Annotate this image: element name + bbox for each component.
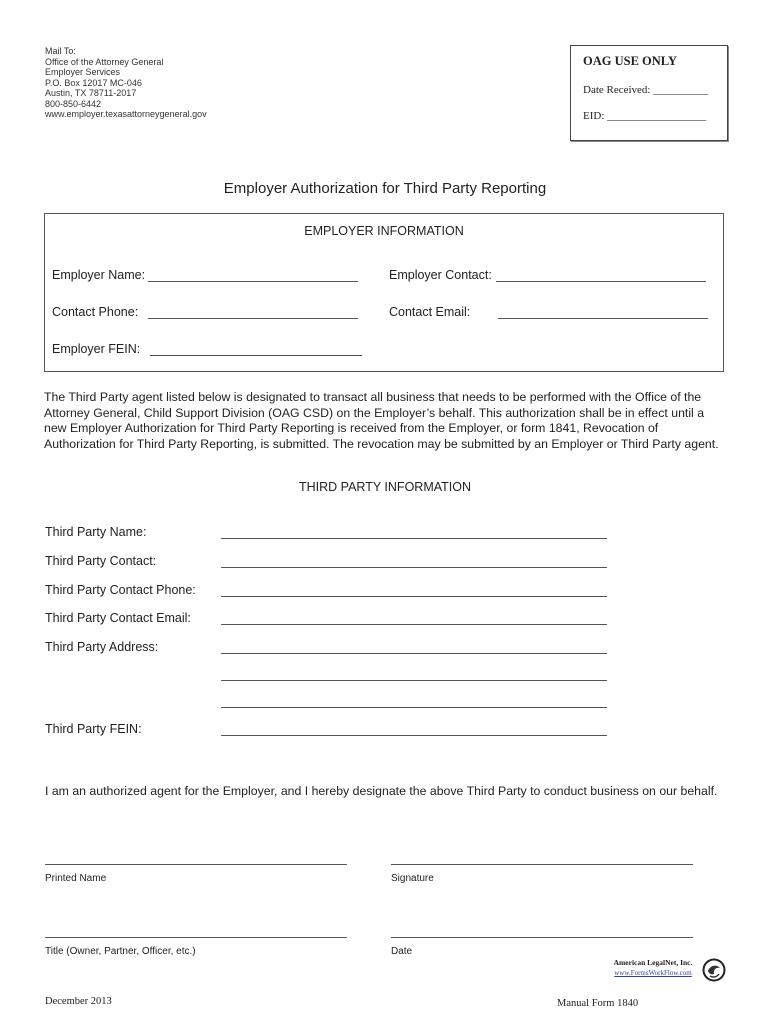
third-party-name-field[interactable] — [221, 538, 607, 539]
contact-email-label: Contact Email: — [389, 305, 471, 319]
third-party-phone-field[interactable] — [221, 596, 607, 597]
printed-name-label: Printed Name — [45, 873, 107, 884]
oag-use-only-box — [570, 45, 728, 141]
date-received-field[interactable]: Date Received: __________ — [583, 84, 709, 96]
third-party-phone-label: Third Party Contact Phone: — [45, 583, 196, 597]
employer-name-field[interactable] — [148, 281, 358, 282]
logo-url[interactable]: www.FormsWorkFlow.com — [614, 969, 692, 977]
employer-information-box — [44, 213, 724, 372]
third-party-address-label: Third Party Address: — [45, 640, 159, 654]
eid-field[interactable]: EID: __________________ — [583, 110, 707, 122]
signature-field[interactable] — [391, 864, 693, 865]
mail-line: 800-850-6442 — [45, 98, 102, 109]
third-party-email-label: Third Party Contact Email: — [45, 611, 191, 625]
logo-company: American LegalNet, Inc. — [613, 958, 693, 967]
footer-form-number: Manual Form 1840 — [557, 998, 639, 1009]
oag-use-only-title: OAG USE ONLY — [583, 54, 678, 68]
mail-line: Office of the Attorney General — [45, 56, 164, 67]
legalnet-globe-icon — [702, 958, 726, 982]
title-field[interactable] — [45, 937, 347, 938]
third-party-fein-label: Third Party FEIN: — [45, 722, 142, 736]
contact-phone-field[interactable] — [148, 318, 358, 319]
signature-label: Signature — [391, 873, 434, 884]
printed-name-field[interactable] — [45, 864, 347, 865]
third-party-address-line-3[interactable] — [221, 707, 607, 708]
authorization-statement: I am an authorized agent for the Employer, and I hereby designate the above Third Party to conduct business on our behalf. — [45, 784, 718, 798]
american-legalnet-logo — [608, 958, 726, 984]
page-title: Employer Authorization for Third Party Reporting — [223, 180, 547, 197]
date-field[interactable] — [391, 937, 693, 938]
third-party-address-line-2[interactable] — [221, 680, 607, 681]
third-party-name-label: Third Party Name: — [45, 525, 147, 539]
mail-line: Austin, TX 78711-2017 — [45, 88, 137, 98]
third-party-fein-field[interactable] — [221, 735, 607, 736]
mail-line: Employer Services — [45, 67, 121, 77]
employer-contact-label: Employer Contact: — [389, 268, 492, 282]
contact-phone-label: Contact Phone: — [52, 305, 139, 319]
mail-line: www.employer.texasattorneygeneral.gov — [45, 109, 207, 119]
title-label: Title (Owner, Partner, Officer, etc.) — [45, 946, 196, 957]
third-party-information-header: THIRD PARTY INFORMATION — [299, 480, 471, 494]
mail-line: Mail To: — [45, 46, 76, 56]
mail-to-address — [45, 46, 207, 120]
authorization-paragraph: The Third Party agent listed below is designated to transact all business that needs to be performed with the Office of the Attorney General, Child Support Division (OAG CSD) on the Employer’s behalf. This authorization shall be in effect until a new Employer Authorization for Third Party Reporting is received from the Employer, or form 1841, Revocation of Authorization for Third Party Reporting, is submitted. The revocation may be submitted by an Employer or Third Party agent. — [44, 390, 719, 451]
date-label: Date — [391, 946, 413, 957]
third-party-email-field[interactable] — [221, 624, 607, 625]
footer-date: December 2013 — [45, 996, 112, 1007]
employer-contact-field[interactable] — [496, 281, 706, 282]
employer-information-header: EMPLOYER INFORMATION — [304, 224, 464, 238]
mail-line: P.O. Box 12017 MC-046 — [45, 77, 142, 88]
employer-fein-label: Employer FEIN: — [52, 342, 141, 356]
employer-fein-field[interactable] — [150, 355, 362, 356]
contact-email-field[interactable] — [498, 318, 708, 319]
third-party-contact-label: Third Party Contact: — [45, 554, 157, 568]
third-party-contact-field[interactable] — [221, 567, 607, 568]
employer-name-label: Employer Name: — [52, 268, 146, 282]
third-party-address-line-1[interactable] — [221, 653, 607, 654]
